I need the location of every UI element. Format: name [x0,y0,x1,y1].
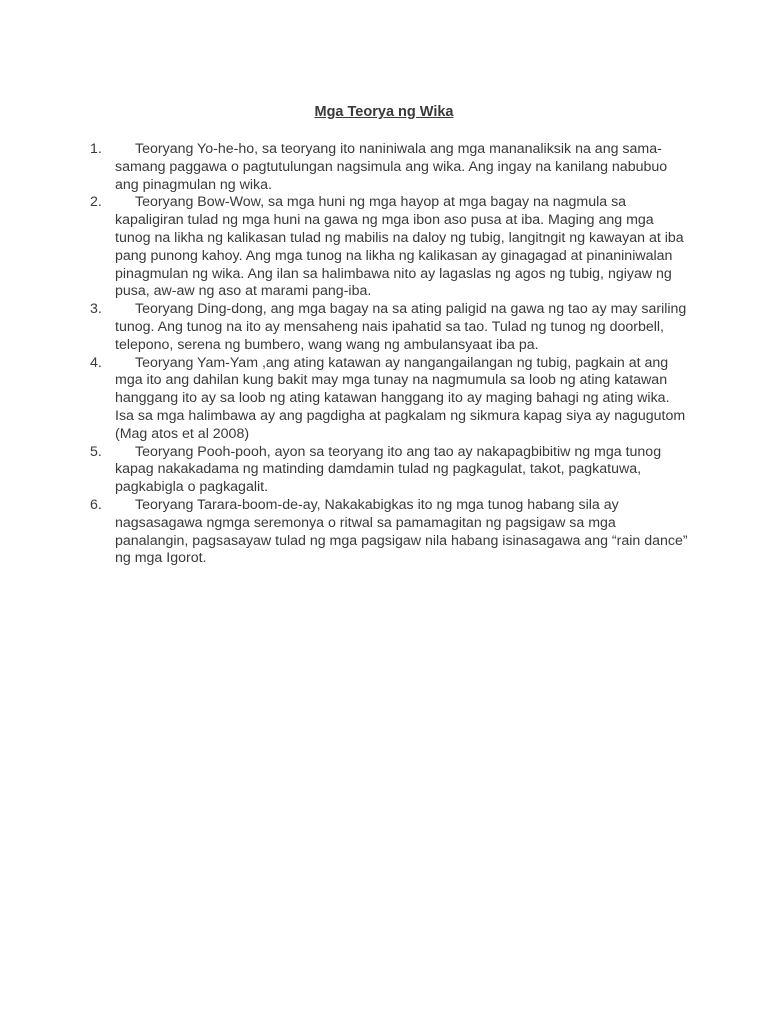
list-item-text: Teoryang Ding-dong, ang mga bagay na sa ating paligid na gawa ng tao ay may sariling tunog. Ang tunog na ito ay mensaheng nais ipahatid sa tao. Tulad ng tunog ng doorbell, telepono, serena ng bumbero, wang wang ng ambulansyaat iba pa. [115,301,687,353]
list-item-number: 2. [90,194,102,211]
list-item-number: 4. [90,354,102,371]
list-item-number: 1. [90,141,102,157]
list-item [90,355,690,444]
list-item-text: Teoryang Tarara-boom-de-ay, Nakakabigkas ito ng mga tunog habang sila ay nagsasagawa ngmga seremonya o ritwal sa pamamagitan ng pagsigaw sa mga panalangin, pagsasayaw tulad ng mga pagsigaw nila habang isinasagawa ang “rain dance” ng mga Igorot. [115,496,688,567]
list-item-text: Teoryang Bow-Wow, sa mga huni ng mga hayop at mga bagay na nagmula sa kapaligiran tulad ng mga huni na gawa ng mga ibon aso pusa at iba. Maging ang mga tunog na likha ng kalikasan tulad ng mabilis na daloy ng tubig, langitngit ng kawayan at iba pang punong kahoy. Ang mga tunog na likha ng kalikasan ay ginagagad at pinaniniwalan pinagmulan ng wika. Ang ilan sa halimbawa nito ay lagaslas ng agos ng tubig, ngiyaw ng pusa, aw-aw ng aso at marami pang-iba. [115,194,684,300]
list-item [90,497,690,568]
list-item-text: Teoryang Pooh-pooh, ayon sa teoryang ito ang tao ay nakapagbibitiw ng mga tunog kapag nakakadama ng matinding damdamin tulad ng pagkagulat, takot, pagkatuwa, pagkabigla o pagkagalit. [115,443,662,496]
list-item-text: Teoryang Yo-he-ho, sa teoryang ito naniniwala ang mga mananaliksik na ang sama-samang paggawa o pagtutulungan nagsimula ang wika. Ang ingay na kanilang nabubuo ang pinagmulan ng wika. [115,141,668,193]
theory-list [90,141,690,568]
list-item-number: 3. [90,301,102,318]
list-item-text: Teoryang Yam-Yam ,ang ating katawan ay nangangailangan ng tubig, pagkain at ang mga ito ang dahilan kung bakit may mga tunay na nagmumula sa loob ng ating katawan hanggang ito ay sa loob ng ating katawan hanggang ito ay maging bahagi ng ating wika. Isa sa mga halimbawa ay ang pagdigha at pagkalam ng sikmura kapag siya ay nagugutom (Mag atos et al 2008) [115,354,686,442]
list-item-number: 6. [90,496,102,513]
list-item [90,194,690,301]
list-item-number: 5. [90,443,102,460]
list-item [90,141,690,194]
list-item [90,444,690,497]
document-title: Mga Teorya ng Wika [314,104,454,120]
list-item [90,301,690,354]
